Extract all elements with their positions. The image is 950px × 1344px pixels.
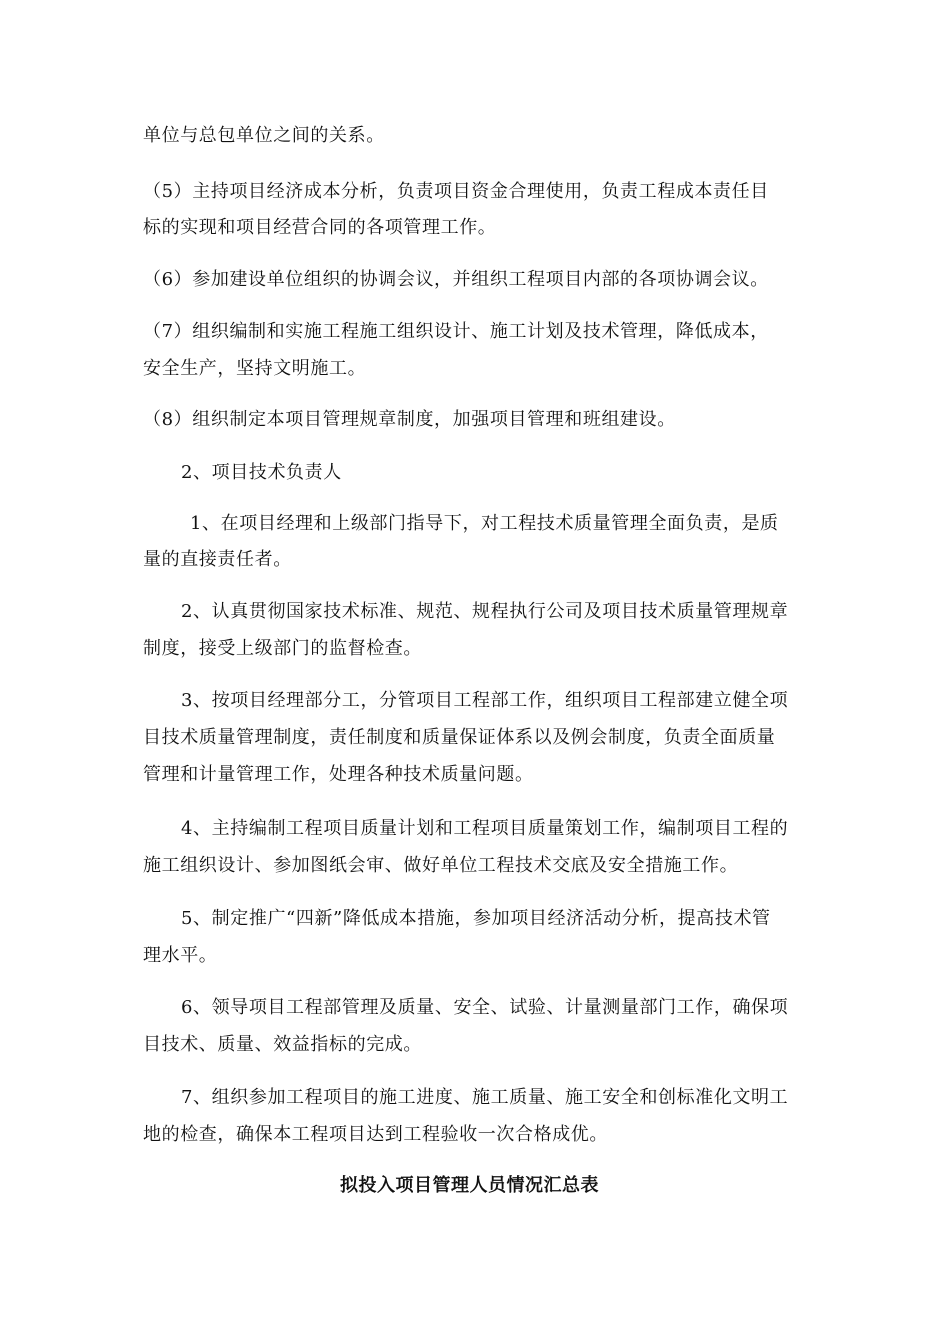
text-line: 量的直接责任者。 (143, 549, 292, 570)
text-line: 目技术质量管理制度，责任制度和质量保证体系以及例会制度，负责全面质量 (143, 727, 776, 748)
text-line: 管理和计量管理工作，处理各种技术质量问题。 (143, 764, 534, 785)
text-line: 地的检查，确保本工程项目达到工程验收一次合格成优。 (143, 1124, 608, 1145)
text-line: （7）组织编制和实施工程施工组织设计、施工计划及技术管理，降低成本， (143, 321, 769, 342)
text-line: 3、按项目经理部分工，分管项目工程部工作，组织项目工程部建立健全项 (181, 690, 789, 711)
text-line: 7、组织参加工程项目的施工进度、施工质量、施工安全和创标准化文明工 (181, 1087, 789, 1108)
text-line: 6、领导项目工程部管理及质量、安全、试验、计量测量部门工作，确保项 (181, 997, 789, 1018)
text-line: 安全生产，坚持文明施工。 (143, 358, 367, 379)
text-line: 标的实现和项目经营合同的各项管理工作。 (143, 217, 497, 238)
text-line: 目技术、质量、效益指标的完成。 (143, 1034, 422, 1055)
text-line: 4、主持编制工程项目质量计划和工程项目质量策划工作，编制项目工程的 (181, 818, 789, 839)
text-line: 施工组织设计、参加图纸会审、做好单位工程技术交底及安全措施工作。 (143, 855, 739, 876)
text-line: （5）主持项目经济成本分析，负责项目资金合理使用，负责工程成本责任目 (143, 181, 769, 202)
table-title: 拟投入项目管理人员情况汇总表 (340, 1175, 599, 1196)
text-line: 5、制定推广“四新”降低成本措施，参加项目经济活动分析，提高技术管 (181, 908, 771, 929)
text-line: 理水平。 (143, 945, 218, 966)
section-heading: 2、项目技术负责人 (181, 462, 342, 483)
text-line: （6）参加建设单位组织的协调会议，并组织工程项目内部的各项协调会议。 (143, 269, 769, 290)
text-line: 1、在项目经理和上级部门指导下，对工程技术质量管理全面负责，是质 (190, 513, 779, 534)
text-line: 制度，接受上级部门的监督检查。 (143, 638, 422, 659)
text-line: （8）组织制定本项目管理规章制度，加强项目管理和班组建设。 (143, 409, 676, 430)
text-line: 2、认真贯彻国家技术标准、规范、规程执行公司及项目技术质量管理规章 (181, 601, 789, 622)
text-line: 单位与总包单位之间的关系。 (143, 125, 385, 146)
